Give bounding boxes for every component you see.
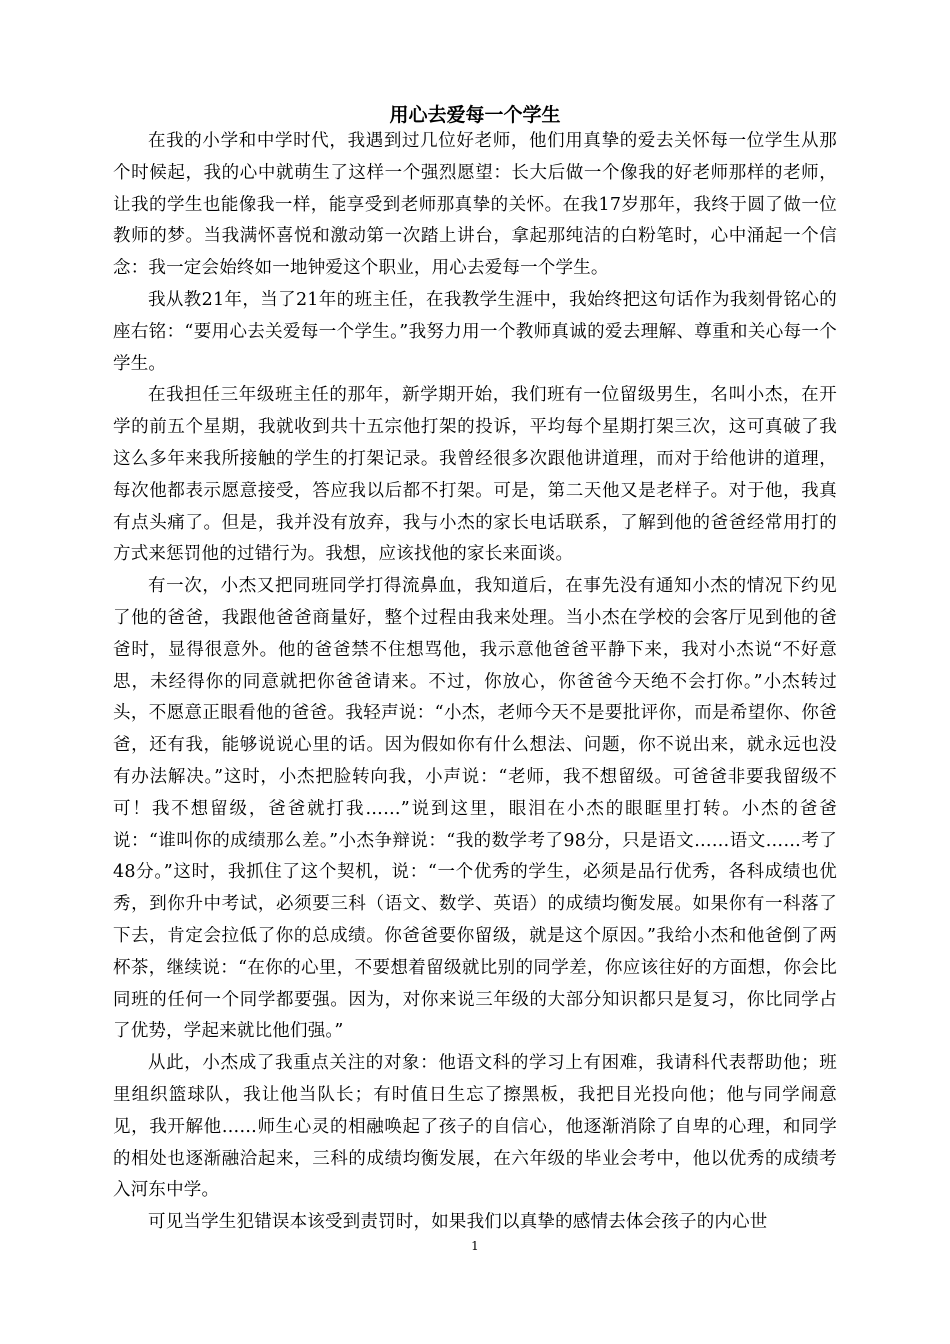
document-title: 用心去爱每一个学生 [389,104,561,126]
page-number: 1 [471,1239,479,1253]
document-body [113,126,837,1239]
paragraph: 我从教21年，当了21年的班主任，在我教学生涯中，我始终把这句话作为我刻骨铭心的座右铭：“要用心去关爱每一个学生。”我努力用一个教师真诚的爱去理解、尊重和关心每一个学生。 [113,289,837,374]
paragraph: 在我的小学和中学时代，我遇到过几位好老师，他们用真挚的爱去关怀每一位学生从那个时候起，我的心中就萌生了这样一个强烈愿望：长大后做一个像我的好老师那样的老师，让我的学生也能像我一样，能享受到老师那真挚的关怀。在我17岁那年，我终于圆了做一位教师的梦。当我满怀喜悦和激动第一次踏上讲台，拿起那纯洁的白粉笔时，心中涌起一个信念：我一定会始终如一地钟爱这个职业，用心去爱每一个学生。 [113,131,837,279]
paragraph: 在我担任三年级班主任的那年，新学期开始，我们班有一位留级男生，名叫小杰，在开学的前五个星期，我就收到共十五宗他打架的投诉，平均每个星期打架三次，这可真破了我这么多年来我所接触的学生的打架记录。我曾经很多次跟他讲道理，而对于给他讲的道理，每次他都表示愿意接受，答应我以后都不打架。可是，第二天他又是老样子。对于他，我真有点头痛了。但是，我并没有放弃，我与小杰的家长电话联系，了解到他的爸爸经常用打的方式来惩罚他的过错行为。我想，应该找他的家长来面谈。 [113,385,837,565]
paragraph: 可见当学生犯错误本该受到责罚时，如果我们以真挚的感情去体会孩子的内心世 [148,1212,768,1233]
paragraph: 从此，小杰成了我重点关注的对象：他语文科的学习上有困难，我请科代表帮助他；班里组织篮球队，我让他当队长；有时值日生忘了擦黑板，我把目光投向他；他与同学闹意见，我开解他……师生心灵的相融唤起了孩子的自信心，他逐渐消除了自卑的心理，和同学的相处也逐渐融洽起来，三科的成绩均衡发展，在六年级的毕业会考中，他以优秀的成绩考入河东中学。 [113,1053,837,1201]
paragraph: 有一次，小杰又把同班同学打得流鼻血，我知道后，在事先没有通知小杰的情况下约见了他的爸爸，我跟他爸爸商量好，整个过程由我来处理。当小杰在学校的会客厅见到他的爸爸时，显得很意外。他的爸爸禁不住想骂他，我示意他爸爸平静下来，我对小杰说“不好意思，未经得你的同意就把你爸爸请来。不过，你放心，你爸爸今天绝不会打你。”小杰转过头，不愿意正眼看他的爸爸。我轻声说：“小杰，老师今天不是要批评你，而是希望你、你爸爸，还有我，能够说说心里的话。因为假如你有什么想法、问题，你不说出来，就永远也没有办法解决。”这时，小杰把脸转向我，小声说：“老师，我不想留级。可爸爸非要我留级不可！我不想留级，爸爸就打我……”说到这里，眼泪在小杰的眼眶里打转。小杰的爸爸说：“谁叫你的成绩那么差。”小杰争辩说：“我的数学考了98分，只是语文……语文……考了48分。”这时，我抓住了这个契机，说：“一个优秀的学生，必须是品行优秀，各科成绩也优秀，到你升中考试，必须要三科（语文、数学、英语）的成绩均衡发展。如果你有一科落了下去，肯定会拉低了你的总成绩。你爸爸要你留级，就是这个原因。”我给小杰和他爸倒了两杯茶，继续说：“在你的心里，不要想着留级就比别的同学差，你应该往好的方面想，你会比同班的任何一个同学都要强。因为，对你来说三年级的大部分知识都只是复习，你比同学占了优势，学起来就比他们强。” [113,576,837,1042]
